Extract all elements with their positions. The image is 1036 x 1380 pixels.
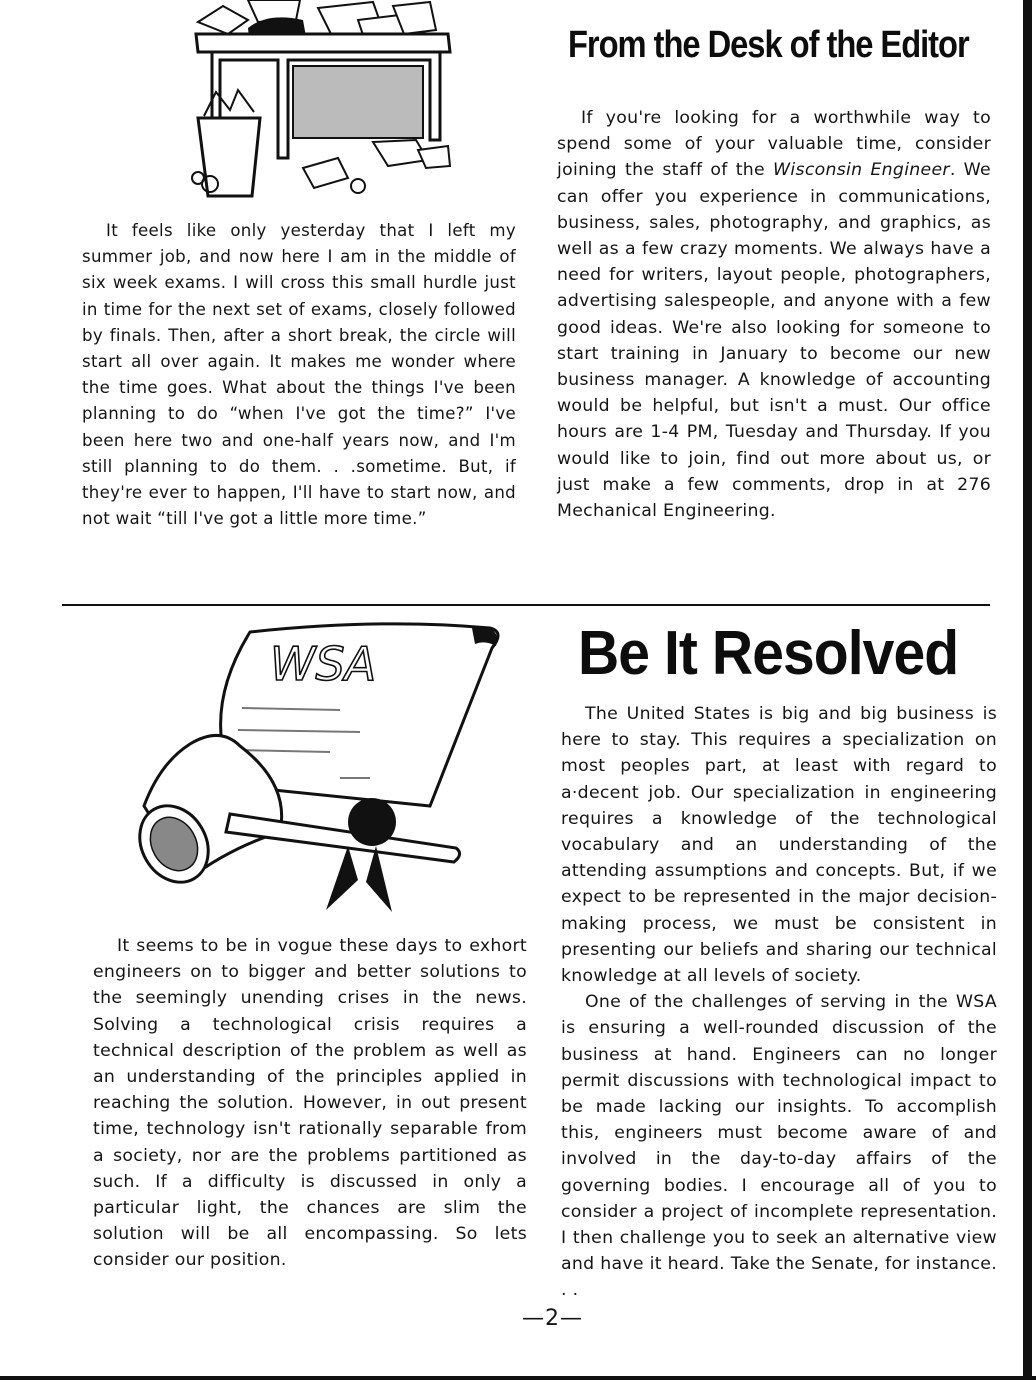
wsa-right-column — [561, 701, 997, 1304]
appeal-text-end: . We can offer you experience in communications, business, sales, photography, and graphics, as well as a few crazy moments. We always have a need for writers, layout people, photographers, advertising salespeople, and anyone with a few good ideas. We're also looking for someone to start training in January to become our new business manager. A knowledge of accounting would be helpful, but isn't a must. Our office hours are 1-4 PM, Tuesday and Thursday. If you would like to join, find out more about us, or just make a few comments, drop in at 276 Mechanical Engineering. — [557, 160, 991, 522]
wsa-left-column — [93, 933, 527, 1274]
page-edge-right — [1023, 0, 1032, 1380]
wsa-scroll-illustration — [130, 618, 510, 918]
wsa-headline: Be It Resolved — [578, 619, 959, 688]
editor-headline: From the Desk of the Editor — [568, 24, 969, 66]
editor-intro-column — [82, 218, 516, 532]
page-number: —2— — [522, 1306, 583, 1331]
wsa-right-paragraph-1: The United States is big and big business is here to stay. This requires a specialization on most peoples part, at least with regard to a·decent job. Our specialization in engineering requires a knowledge of the technological vocabulary and an understanding of the attending assumptions and concepts. But, if we expect to be represented in the major decision-making process, we must be consistent in presenting our beliefs and sharing our technical knowledge at all levels of society. — [561, 704, 997, 987]
page-edge-bottom — [0, 1376, 1036, 1380]
editor-intro-paragraph: It feels like only yesterday that I left my summer job, and now here I am in the middle of six week exams. I will cross this small hurdle just in time for the next set of exams, closely followed by finals. Then, after a short break, the circle will start all over again. It makes me wonder where the time goes. What about the things I've been planning to do “when I've got the time?” I've been here two and one-half years now, and I'm still planning to do them. . .sometime. But, if they're ever to happen, I'll have to start now, and not wait “till I've got a little more time.” — [82, 221, 516, 529]
wsa-left-paragraph: It seems to be in vogue these days to exhort engineers on to bigger and better solutions to the seemingly unending crises in the news. Solving a technological crisis requires a technical description of the problem as well as an understanding of the principles applied in reaching the solution. However, in out present time, technology isn't rationally separable from a society, nor are the problems partitioned as such. If a difficulty is discussed in only a particular light, the chances are slim the solution will be all encompassing. So lets consider our position. — [93, 936, 527, 1271]
magazine-name: Wisconsin Engineer — [773, 160, 950, 181]
wsa-scroll-label: WSA — [270, 637, 377, 691]
desk-illustration — [168, 0, 468, 210]
editor-appeal-column — [557, 105, 991, 524]
appeal-text-start: If you're looking for a worthwhile way to spend some of your valuable time, consider joining the staff of the — [557, 108, 991, 181]
editor-appeal-paragraph — [557, 105, 991, 524]
wsa-right-paragraph-2: One of the challenges of serving in the WSA is ensuring a well-rounded discussion of the business at hand. Engineers can no longer permit discussions with technological impact to be made lacking our insights. To accomplish this, engineers must become aware of and involved in the day-to-day affairs of the governing bodies. I encourage all of you to consider a project of incomplete representation. I then challenge you to seek an alternative view and have it heard. Take the Senate, for instance. . . — [561, 992, 997, 1301]
section-divider — [62, 604, 990, 606]
